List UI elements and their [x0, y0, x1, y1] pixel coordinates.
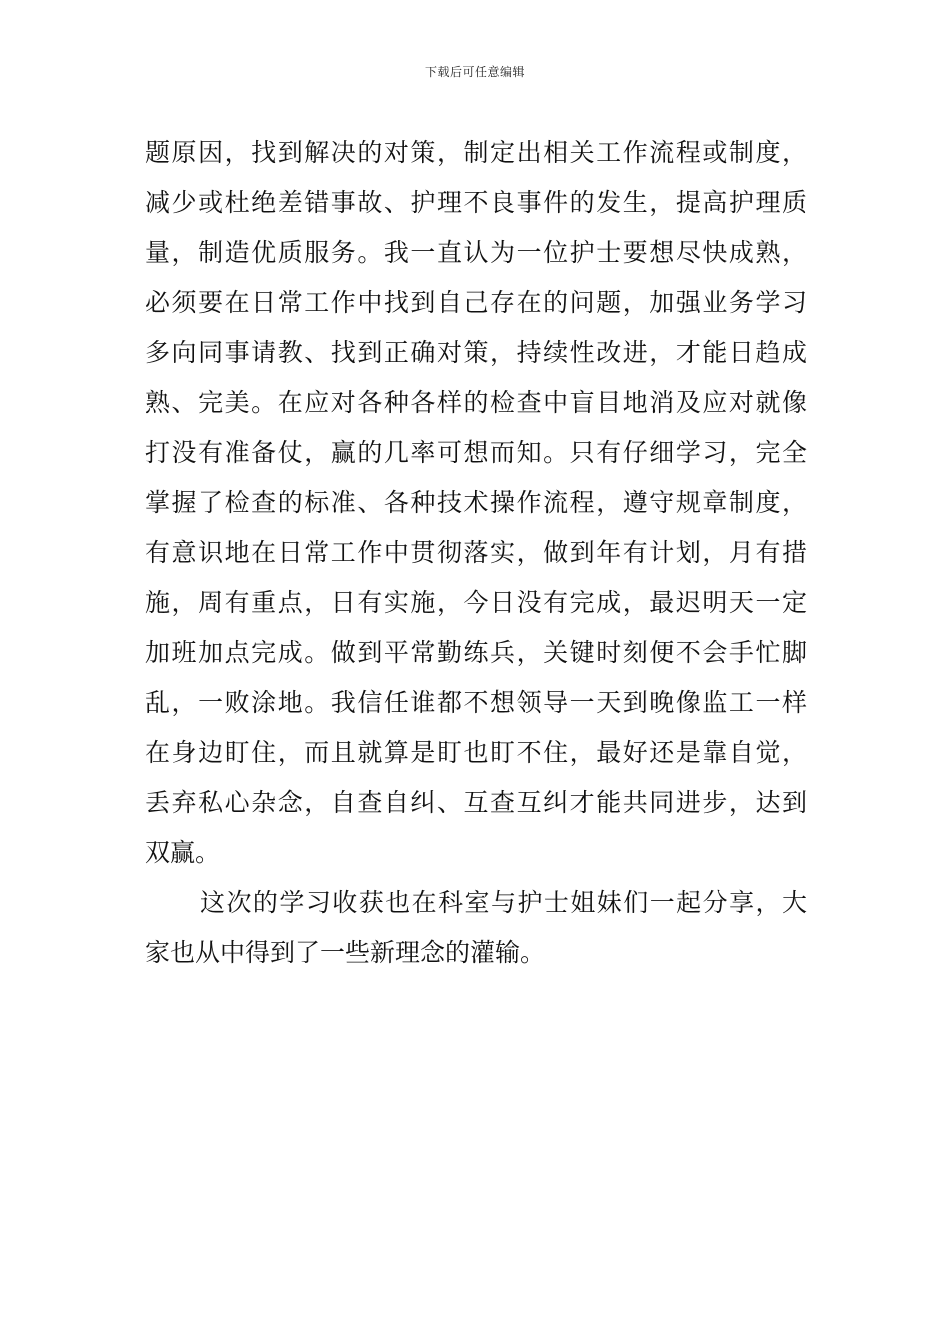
- text-line: 丢弃私心杂念，自查自纠、互查互纠才能共同进步，达到: [145, 788, 807, 817]
- text-line: 掌握了检查的标准、各种技术操作流程，遵守规章制度，: [145, 488, 807, 517]
- text-line: 减少或杜绝差错事故、护理不良事件的发生，提高护理质: [145, 188, 807, 217]
- page-header: 下载后可任意编辑: [424, 65, 525, 79]
- text-line: 多向同事请教、找到正确对策，持续性改进，才能日趋成: [145, 338, 807, 367]
- text-line: 乱，一败涂地。我信任谁都不想领导一天到晚像监工一样: [145, 688, 807, 717]
- text-line: 打没有准备仗，赢的几率可想而知。只有仔细学习，完全: [145, 438, 807, 467]
- document-body: [145, 128, 807, 978]
- text-line: 有意识地在日常工作中贯彻落实，做到年有计划，月有措: [145, 538, 807, 567]
- text-line: 量，制造优质服务。我一直认为一位护士要想尽快成熟，: [145, 238, 807, 267]
- text-line: 这次的学习收获也在科室与护士姐妹们一起分享，大: [200, 888, 807, 917]
- text-line: 家也从中得到了一些新理念的灌输。: [145, 938, 546, 967]
- paragraph-2: [145, 878, 807, 978]
- text-line: 在身边盯住，而且就算是盯也盯不住，最好还是靠自觉，: [145, 738, 807, 767]
- text-line: 加班加点完成。做到平常勤练兵，关键时刻便不会手忙脚: [145, 638, 807, 667]
- text-line: 双赢。: [145, 838, 221, 867]
- paragraph-1: [145, 128, 807, 878]
- text-line: 熟、完美。在应对各种各样的检查中盲目地消及应对就像: [145, 388, 807, 417]
- text-line: 施，周有重点，日有实施，今日没有完成，最迟明天一定: [145, 588, 807, 617]
- text-line: 必须要在日常工作中找到自己存在的问题，加强业务学习: [145, 288, 807, 317]
- text-line: 题原因，找到解决的对策，制定出相关工作流程或制度，: [145, 138, 807, 167]
